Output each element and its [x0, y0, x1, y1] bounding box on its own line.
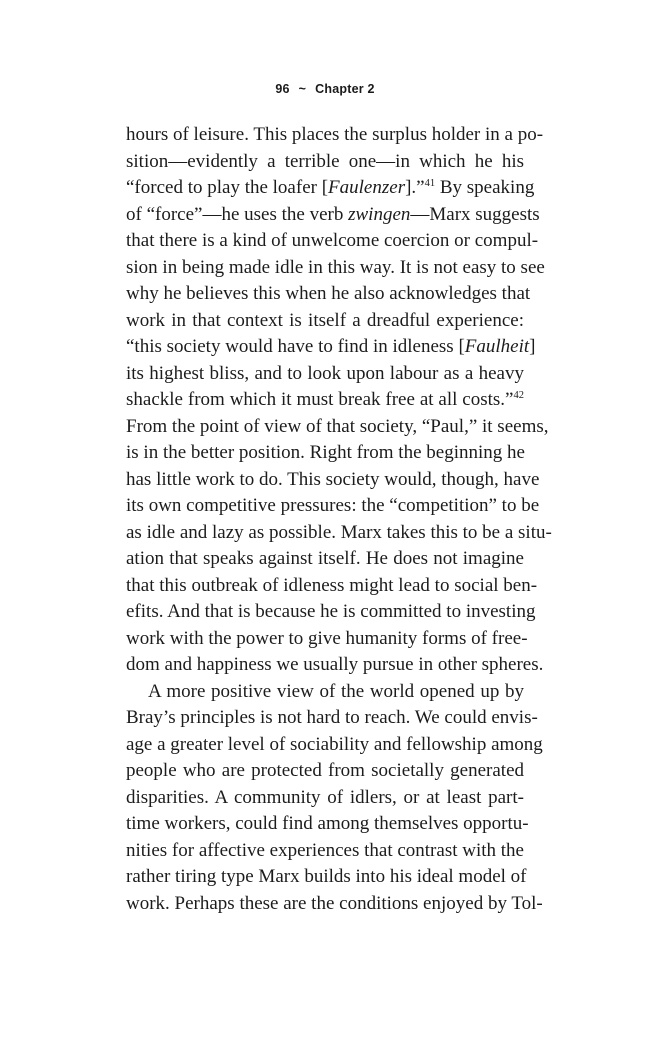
chapter-title: Chapter 2: [315, 82, 375, 96]
text-line: as idle and lazy as possible. Marx takes this to be a situ-: [126, 521, 552, 543]
text-line: A more positive view of the world opened up by: [148, 680, 524, 702]
text-run: of “force”—he uses the verb: [126, 203, 349, 225]
text-run: “forced to play the loafer [: [126, 177, 329, 198]
text-line: ation that speaks against itself. He does not imagine: [126, 548, 524, 569]
text-line: dom and happiness we usually pursue in other spheres.: [126, 654, 544, 675]
text-line: [126, 175, 535, 202]
text-run: ]: [529, 336, 536, 357]
text-line: rather tiring type Marx builds into his ideal model of: [126, 866, 527, 887]
text-line: Bray’s principles is not hard to reach. We could envis-: [126, 707, 538, 728]
text-line: [126, 387, 524, 414]
footnote-ref-41[interactable]: 41: [424, 178, 436, 189]
text-run: By speaking: [435, 177, 535, 198]
text-run: —Marx suggests: [410, 203, 540, 225]
text-run: ].”: [405, 177, 425, 198]
text-run: “this society would have to find in idleness [: [126, 336, 465, 357]
body-text: [126, 122, 552, 917]
text-line: nities for affective experiences that contrast with the: [126, 839, 524, 861]
text-line: that there is a kind of unwelcome coercion or compul-: [126, 230, 539, 251]
text-line: work. Perhaps these are the conditions enjoyed by Tol-: [126, 892, 543, 914]
text-line: why he believes this when he also acknowledges that: [126, 283, 531, 304]
text-line: has little work to do. This society would, though, have: [126, 468, 540, 490]
text-line: [126, 202, 540, 229]
text-line: that this outbreak of idleness might lead to social ben-: [126, 574, 538, 596]
text-line: work with the power to give humanity forms of free-: [126, 627, 528, 649]
text-line: its own competitive pressures: the “competition” to be: [126, 495, 540, 516]
italic-term: Faulenzer: [328, 177, 406, 198]
text-line: its highest bliss, and to look upon labour as a heavy: [126, 362, 524, 384]
text-line: efits. And that is because he is committed to investing: [126, 601, 536, 622]
header-separator: ~: [298, 82, 307, 96]
text-line: sition—evidently a terrible one—in which he his: [126, 150, 524, 172]
text-line: is in the better position. Right from the beginning he: [126, 442, 525, 463]
text-line: age a greater level of sociability and fellowship among: [126, 733, 543, 755]
text-line: disparities. A community of idlers, or at least part-: [126, 786, 524, 808]
text-line: From the point of view of that society, “Paul,” it seems,: [126, 415, 549, 437]
running-header: [0, 82, 650, 96]
text-line: [126, 334, 536, 361]
text-line: hours of leisure. This places the surplus holder in a po-: [126, 124, 544, 145]
italic-term: zwingen: [348, 203, 411, 225]
text-run: shackle from which it must break free at all costs.”: [126, 389, 514, 410]
text-line: work in that context is itself a dreadful experience:: [126, 309, 524, 331]
page-number: 96: [275, 82, 290, 96]
footnote-ref-42[interactable]: 42: [513, 390, 524, 401]
text-line: sion in being made idle in this way. It is not easy to see: [126, 256, 545, 278]
text-line: people who are protected from societally generated: [126, 760, 524, 781]
text-line: time workers, could find among themselves opportu-: [126, 813, 529, 834]
italic-term: Faulheit: [464, 336, 530, 357]
